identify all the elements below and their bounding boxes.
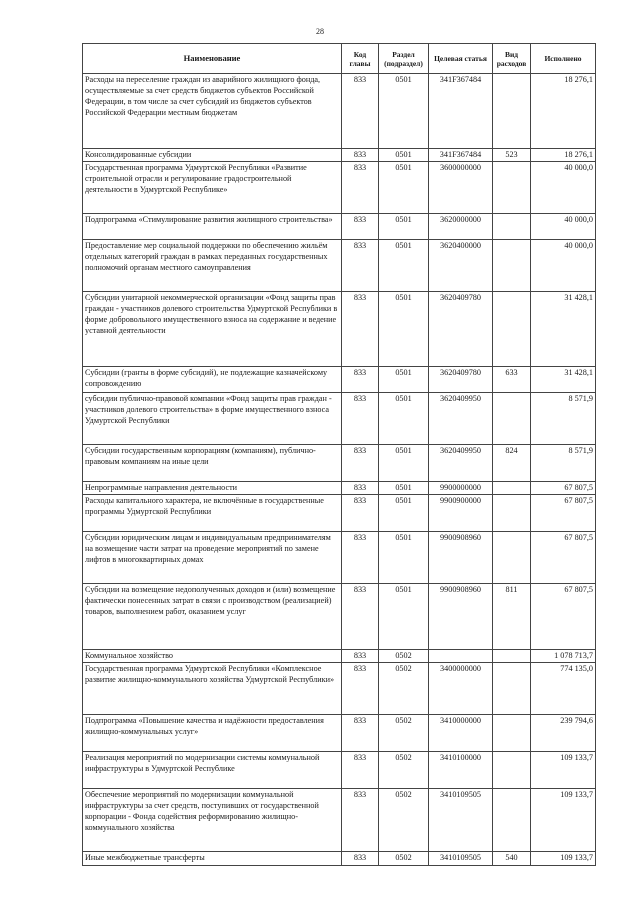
cell-vid-rashodov: 633 (493, 367, 531, 393)
cell-vid-rashodov (493, 74, 531, 149)
cell-name: Предоставление мер социальной поддержки по обеспечению жильём отдельных категорий граждан в рамках переданных государственных полномочий органам местного самоуправления (83, 240, 342, 292)
cell-name: Непрограммные направления деятельности (83, 482, 342, 495)
cell-kod-glavy: 833 (342, 445, 379, 482)
cell-razdel: 0502 (379, 715, 429, 752)
cell-ispolneno: 31 428,1 (531, 367, 596, 393)
cell-kod-glavy: 833 (342, 292, 379, 367)
cell-kod-glavy: 833 (342, 482, 379, 495)
cell-celevaya-statya: 3410000000 (429, 715, 493, 752)
cell-celevaya-statya: 3620409780 (429, 367, 493, 393)
table-row (83, 584, 596, 650)
header-ispolneno: Исполнено (531, 44, 596, 74)
cell-vid-rashodov (493, 752, 531, 789)
cell-ispolneno: 40 000,0 (531, 240, 596, 292)
table-row (83, 393, 596, 445)
page-number: 28 (316, 27, 324, 36)
cell-ispolneno: 109 133,7 (531, 789, 596, 852)
table-row (83, 852, 596, 866)
cell-vid-rashodov (493, 532, 531, 584)
cell-ispolneno: 774 135,0 (531, 663, 596, 715)
table-row (83, 715, 596, 752)
cell-razdel: 0502 (379, 752, 429, 789)
cell-razdel: 0501 (379, 393, 429, 445)
cell-ispolneno: 1 078 713,7 (531, 650, 596, 663)
table-row (83, 367, 596, 393)
cell-razdel: 0501 (379, 292, 429, 367)
cell-vid-rashodov (493, 393, 531, 445)
cell-name: Субсидии юридическим лицам и индивидуальным предпринимателям на возмещение части затрат на проведение мероприятий по замене лифтов в многоквартирных домах (83, 532, 342, 584)
cell-vid-rashodov (493, 715, 531, 752)
cell-celevaya-statya: 3410100000 (429, 752, 493, 789)
cell-celevaya-statya: 3620400000 (429, 240, 493, 292)
table-row (83, 149, 596, 162)
cell-celevaya-statya: 9900000000 (429, 482, 493, 495)
cell-name: Подпрограмма «Повышение качества и надёжности предоставления жилищно-коммунальных услуг» (83, 715, 342, 752)
cell-celevaya-statya: 3410109505 (429, 852, 493, 866)
cell-kod-glavy: 833 (342, 752, 379, 789)
table-row (83, 495, 596, 532)
cell-celevaya-statya: 9900908960 (429, 584, 493, 650)
cell-kod-glavy: 833 (342, 149, 379, 162)
header-kod-glavy: Код главы (342, 44, 379, 74)
cell-celevaya-statya (429, 650, 493, 663)
cell-celevaya-statya: 3620409950 (429, 393, 493, 445)
cell-vid-rashodov (493, 214, 531, 240)
table-row (83, 789, 596, 852)
cell-kod-glavy: 833 (342, 393, 379, 445)
cell-razdel: 0502 (379, 852, 429, 866)
cell-razdel: 0501 (379, 482, 429, 495)
cell-razdel: 0501 (379, 532, 429, 584)
cell-name: Субсидии государственным корпорациям (компаниям), публично-правовым компаниям на иные цели (83, 445, 342, 482)
cell-ispolneno: 8 571,9 (531, 393, 596, 445)
cell-name: Коммунальное хозяйство (83, 650, 342, 663)
cell-name: Обеспечение мероприятий по модернизации коммунальной инфраструктуры за счет средств, поступивших от государственной корпорации - Фонда содействия реформированию жилищно- коммунального хозяйства (83, 789, 342, 852)
cell-razdel: 0501 (379, 149, 429, 162)
table-row (83, 162, 596, 214)
cell-kod-glavy: 833 (342, 852, 379, 866)
cell-celevaya-statya: 9900908960 (429, 532, 493, 584)
cell-vid-rashodov (493, 292, 531, 367)
cell-celevaya-statya: 3410109505 (429, 789, 493, 852)
cell-vid-rashodov (493, 482, 531, 495)
cell-ispolneno: 40 000,0 (531, 214, 596, 240)
cell-name: Расходы на переселение граждан из аварийного жилищного фонда, осуществляемые за счет средств бюджетов субъектов Российской Федерации, в том числе за счет субсидий из бюджетов субъектов Российской Федерации местным бюджетам (83, 74, 342, 149)
cell-name: Расходы капитального характера, не включённые в государственные программы Удмуртской Республики (83, 495, 342, 532)
cell-kod-glavy: 833 (342, 650, 379, 663)
cell-name: Субсидии на возмещение недополученных доходов и (или) возмещение фактически понесенных затрат в связи с производством (реализацией) товаров, выполнением работ, оказанием услуг (83, 584, 342, 650)
header-celevaya-statya: Целевая статья (429, 44, 493, 74)
cell-name: Подпрограмма «Стимулирование развития жилищного строительства» (83, 214, 342, 240)
cell-vid-rashodov: 811 (493, 584, 531, 650)
cell-razdel: 0501 (379, 214, 429, 240)
table-row (83, 74, 596, 149)
cell-ispolneno: 67 807,5 (531, 532, 596, 584)
cell-celevaya-statya: 3620409780 (429, 292, 493, 367)
cell-razdel: 0501 (379, 240, 429, 292)
header-name: Наименование (83, 44, 342, 74)
cell-ispolneno: 67 807,5 (531, 584, 596, 650)
cell-name: Государственная программа Удмуртской Республики «Комплексное развитие жилищно-коммунального хозяйства Удмуртской Республики» (83, 663, 342, 715)
cell-celevaya-statya: 3620000000 (429, 214, 493, 240)
table-row (83, 532, 596, 584)
cell-celevaya-statya: 9900900000 (429, 495, 493, 532)
cell-razdel: 0501 (379, 367, 429, 393)
cell-name: Реализация мероприятий по модернизации системы коммунальной инфраструктуры в Удмуртской Республике (83, 752, 342, 789)
cell-kod-glavy: 833 (342, 367, 379, 393)
cell-ispolneno: 109 133,7 (531, 752, 596, 789)
cell-name: Государственная программа Удмуртской Республики «Развитие строительной отрасли и регулирование градостроительной деятельности в Удмуртской Республике» (83, 162, 342, 214)
table-header-row (83, 44, 596, 74)
cell-celevaya-statya: 3620409950 (429, 445, 493, 482)
table-row (83, 752, 596, 789)
cell-name: Субсидии (гранты в форме субсидий), не подлежащие казначейскому сопровождению (83, 367, 342, 393)
table-row (83, 214, 596, 240)
cell-ispolneno: 8 571,9 (531, 445, 596, 482)
cell-ispolneno: 109 133,7 (531, 852, 596, 866)
cell-vid-rashodov (493, 240, 531, 292)
cell-ispolneno: 40 000,0 (531, 162, 596, 214)
header-razdel: Раздел (подраздел) (379, 44, 429, 74)
cell-ispolneno: 67 807,5 (531, 495, 596, 532)
table-row (83, 292, 596, 367)
cell-vid-rashodov (493, 162, 531, 214)
cell-ispolneno: 67 807,5 (531, 482, 596, 495)
cell-kod-glavy: 833 (342, 584, 379, 650)
header-vid-rashodov: Вид расходов (493, 44, 531, 74)
cell-kod-glavy: 833 (342, 162, 379, 214)
cell-celevaya-statya: 3400000000 (429, 663, 493, 715)
cell-vid-rashodov: 824 (493, 445, 531, 482)
cell-vid-rashodov: 540 (493, 852, 531, 866)
cell-razdel: 0501 (379, 445, 429, 482)
cell-celevaya-statya: 3600000000 (429, 162, 493, 214)
cell-name: субсидии публично-правовой компании «Фонд защиты прав граждан - участников долевого строительства» в форме имущественного взноса Удмуртской Республики (83, 393, 342, 445)
table-row (83, 445, 596, 482)
cell-vid-rashodov: 523 (493, 149, 531, 162)
cell-razdel: 0502 (379, 663, 429, 715)
cell-kod-glavy: 833 (342, 532, 379, 584)
cell-razdel: 0501 (379, 584, 429, 650)
budget-table (82, 43, 596, 866)
cell-vid-rashodov (493, 789, 531, 852)
cell-celevaya-statya: 341F367484 (429, 149, 493, 162)
table-row (83, 482, 596, 495)
cell-ispolneno: 239 794,6 (531, 715, 596, 752)
cell-vid-rashodov (493, 663, 531, 715)
cell-kod-glavy: 833 (342, 240, 379, 292)
cell-razdel: 0501 (379, 495, 429, 532)
cell-kod-glavy: 833 (342, 663, 379, 715)
cell-vid-rashodov (493, 495, 531, 532)
cell-kod-glavy: 833 (342, 789, 379, 852)
cell-ispolneno: 31 428,1 (531, 292, 596, 367)
cell-kod-glavy: 833 (342, 74, 379, 149)
cell-kod-glavy: 833 (342, 214, 379, 240)
cell-name: Консолидированные субсидии (83, 149, 342, 162)
table-row (83, 650, 596, 663)
cell-name: Субсидии унитарной некоммерческой организации «Фонд защиты прав граждан - участников долевого строительства Удмуртской Республики в форме добровольного имущественного взноса на содержание и ведение уставной деятельности (83, 292, 342, 367)
cell-ispolneno: 18 276,1 (531, 149, 596, 162)
cell-razdel: 0501 (379, 162, 429, 214)
cell-ispolneno: 18 276,1 (531, 74, 596, 149)
cell-name: Иные межбюджетные трансферты (83, 852, 342, 866)
table-row (83, 663, 596, 715)
cell-razdel: 0501 (379, 74, 429, 149)
cell-razdel: 0502 (379, 789, 429, 852)
cell-kod-glavy: 833 (342, 495, 379, 532)
cell-razdel: 0502 (379, 650, 429, 663)
cell-kod-glavy: 833 (342, 715, 379, 752)
cell-celevaya-statya: 341F367484 (429, 74, 493, 149)
cell-vid-rashodov (493, 650, 531, 663)
table-row (83, 240, 596, 292)
